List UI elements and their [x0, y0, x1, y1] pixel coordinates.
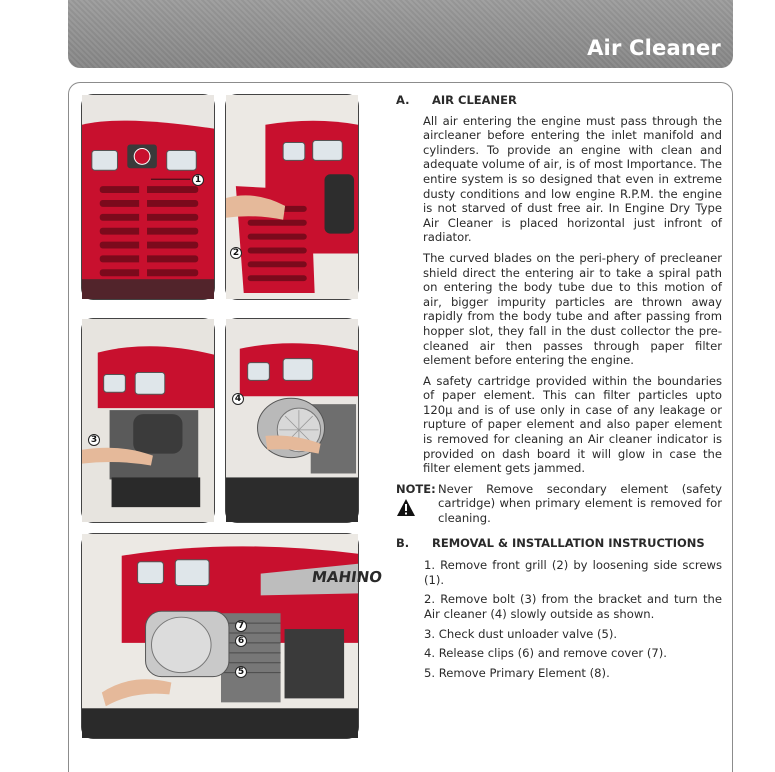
- callout-5: 5: [235, 666, 247, 678]
- section-a-paragraph-2: The curved blades on the peri-phery of precleaner shield direct the entering air to take a spiral path on entering the body tube due to this motion of air, bigger impurity particles are thrown away rapidly from the body tube and after passing from hopper slot, they fall in the dust collector the pre-cleaned air then passes through paper filter element before entering the engine.: [423, 250, 722, 368]
- photo-remove-bolt: [81, 318, 215, 523]
- instruction-step-4: 4. Release clips (6) and remove cover (7).: [424, 646, 667, 661]
- section-a-heading: [396, 93, 722, 108]
- note-text: Never Remove secondary element (safety cartridge) when primary element is removed for cleaning.: [438, 481, 722, 526]
- instruction-step-3: 3. Check dust unloader valve (5).: [424, 626, 618, 641]
- callout-3: 3: [88, 434, 100, 446]
- section-a-paragraph-1: All air entering the engine must pass through the aircleaner before entering the inlet manifold and cylinders. To provide an engine with clean and adequate volume of air, is of most Importance. The entire system is so designed that even in extreme dusty conditions and low engine R.P.M. the engine is not starved of dust free air. In Engine Dry Type Air Cleaner is placed horizontal just infront of radiator.: [423, 113, 722, 245]
- photo-air-cleaner-out: [225, 318, 359, 523]
- note-block: [396, 482, 722, 526]
- tractor-grill-illustration: [82, 95, 214, 299]
- section-a-paragraph-3: A safety cartridge provided within the boundaries of paper element. This can filter particles upto 120µ and is of use only in case of any leakage or rupture of paper element and also paper element is removed for cleaning an Air cleaner indicator is provided on dash board it will glow in case the filter element gets jammed.: [423, 373, 722, 476]
- warning-icon: [396, 498, 416, 517]
- grill-removal-illustration: [226, 95, 358, 299]
- page-title: Air Cleaner: [587, 36, 721, 60]
- section-a-letter: A.: [396, 93, 410, 107]
- photo-cover-clips: [81, 533, 384, 739]
- header-banner: [68, 0, 733, 68]
- callout-7: 7: [235, 620, 247, 632]
- photo-remove-grill: [225, 94, 359, 300]
- instruction-step-5: 5. Remove Primary Element (8).: [424, 665, 610, 680]
- instruction-step-1: 1. Remove front grill (2) by loosening side screws (1).: [424, 558, 722, 587]
- section-b-letter: B.: [396, 535, 410, 550]
- photo-front-grill: [81, 94, 215, 300]
- callout-4: 4: [232, 393, 244, 405]
- text-column: [396, 93, 722, 685]
- brand-lettering: MAHINO: [310, 568, 384, 586]
- section-a-title: AIR CLEANER: [432, 93, 517, 107]
- air-cleaner-illustration: [226, 319, 358, 522]
- callout-1: 1: [192, 174, 204, 186]
- instruction-list: [396, 558, 722, 680]
- callout-6: 6: [235, 635, 247, 647]
- section-b-heading: [396, 536, 722, 551]
- cover-clips-illustration: [82, 534, 358, 738]
- callout-2: 2: [230, 247, 242, 259]
- note-label: NOTE:: [396, 481, 436, 496]
- section-b-title: REMOVAL & INSTALLATION INSTRUCTIONS: [432, 535, 705, 550]
- bolt-removal-illustration: [82, 319, 214, 522]
- instruction-step-2: 2. Remove bolt (3) from the bracket and turn the Air cleaner (4) slowly outside as shown.: [424, 592, 722, 621]
